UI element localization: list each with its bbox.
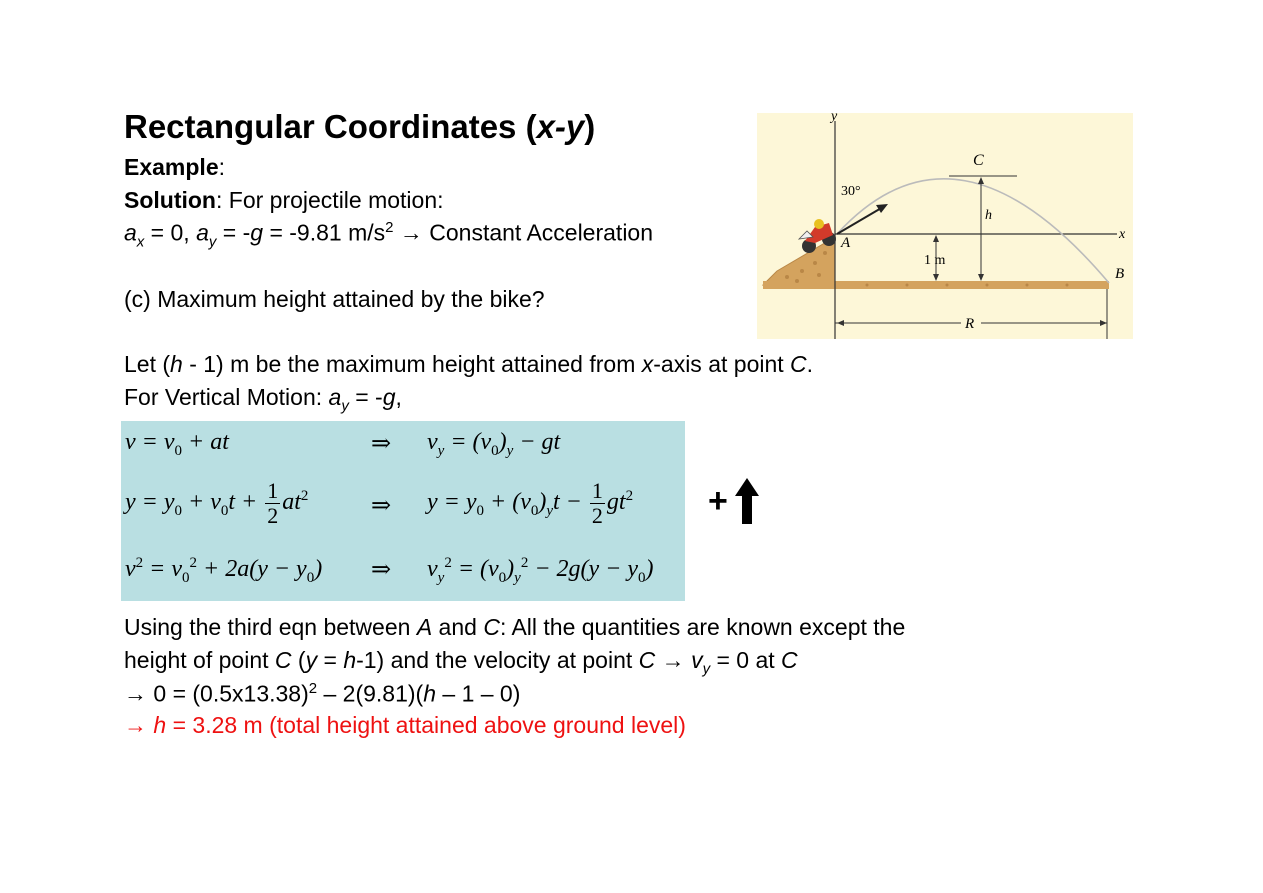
implies-arrow: ⇒ xyxy=(371,557,392,583)
r-arrow-left xyxy=(837,320,844,326)
ax-value: = 0, xyxy=(144,219,197,246)
figure-a-label: A xyxy=(841,235,851,251)
solution-label: Solution xyxy=(124,187,216,213)
ay-symbol: a xyxy=(196,219,209,246)
r-arrow-right xyxy=(1100,320,1107,326)
solution-line xyxy=(124,187,444,214)
figure-b-label: B xyxy=(1115,266,1125,282)
velocity-equation-vertical: $v_y = (v_0)_y$ − gt xyxy=(427,429,561,459)
calculation-line: → $0 = (0.5x13.38)^2 - 2(9.81)(h - 1 - 0)$ xyxy=(124,680,521,707)
position-equation-general: $y = y_0 + v_0t$ + $\frac{1}{2}$ $at^2$ xyxy=(125,478,309,528)
title-close: ) xyxy=(584,108,596,145)
one-m-arrow-top xyxy=(933,235,939,242)
ay-value: = -9.81 m/s xyxy=(263,219,386,246)
figure-h-label: h xyxy=(985,208,992,223)
trajectory-curve xyxy=(837,179,1109,283)
plus-sign: + xyxy=(708,481,728,520)
using-line-2: height of point C (y = h-1) and the velocity at point $C \to v_y = 0$ at C xyxy=(124,647,798,678)
velocity-squared-equation-general: $v^2 = v_0^2 + 2a(y - y_0)$ xyxy=(125,555,323,586)
projectile-diagram xyxy=(757,113,1133,339)
velocity-arrowhead xyxy=(876,204,888,213)
title-variable: x-y xyxy=(536,108,585,145)
half-fraction: $\frac{1}{2}$ xyxy=(591,478,603,528)
one-m-arrow-bottom xyxy=(933,274,939,281)
acceleration-line xyxy=(124,219,653,250)
half-fraction: $\frac{1}{2}$ xyxy=(267,478,279,528)
example-colon: : xyxy=(218,154,225,180)
h-arrow-bottom xyxy=(978,274,984,281)
figure-x-label: x xyxy=(1119,227,1126,242)
figure-y-label: y xyxy=(831,113,838,124)
figure-height-label: 1 m xyxy=(924,253,946,268)
question-line: (c) Maximum height attained by the bike? xyxy=(124,286,545,312)
example-line xyxy=(124,154,225,181)
figure-c-label: C xyxy=(973,152,984,169)
using-line-1: Using the third eqn between A and C: All the quantities are known except the xyxy=(124,614,906,640)
solution-text: : For projectile motion: xyxy=(215,187,444,213)
title-text: Rectangular Coordinates ( xyxy=(124,108,537,145)
figure-angle-label: 30° xyxy=(841,184,861,199)
launch-ramp xyxy=(763,237,835,285)
ground-strip xyxy=(763,281,1109,289)
result-line: → h = 3.28 m (total height attained above ground level) xyxy=(124,712,686,738)
equation-box xyxy=(121,421,685,601)
example-label: Example xyxy=(124,154,219,180)
projectile-figure xyxy=(757,113,1133,339)
ay-equals: = - xyxy=(216,219,251,246)
velocity-squared-equation-vertical: $v_y^2 = (v_0)_y^2 - 2g(y - y_0)$ xyxy=(427,555,654,586)
ay-subscript: y xyxy=(208,233,217,251)
g-symbol: g xyxy=(250,219,264,246)
vertical-motion-line: For Vertical Motion: $a_y = -g$, xyxy=(124,384,402,415)
slide-title xyxy=(124,108,595,146)
constant-acceleration-text: → Constant Acceleration xyxy=(393,219,654,246)
h-arrow-top xyxy=(978,177,984,184)
sign-convention xyxy=(708,476,760,526)
implies-arrow: ⇒ xyxy=(371,493,392,519)
squared-exponent: 2 xyxy=(385,219,394,236)
let-line: Let (h - 1) m be the maximum height attained from x-axis at point C. xyxy=(124,351,814,377)
ax-subscript: x xyxy=(136,233,145,251)
figure-r-label: R xyxy=(965,316,975,332)
implies-arrow: ⇒ xyxy=(371,431,392,457)
velocity-equation-general: $v = v_0$ + at xyxy=(125,429,229,459)
up-arrow-icon xyxy=(734,476,760,526)
ax-symbol: a xyxy=(124,219,137,246)
position-equation-vertical: $y = y_0 + (v_0)_yt$ − $\frac{1}{2}$ $gt^2$ xyxy=(427,478,634,528)
